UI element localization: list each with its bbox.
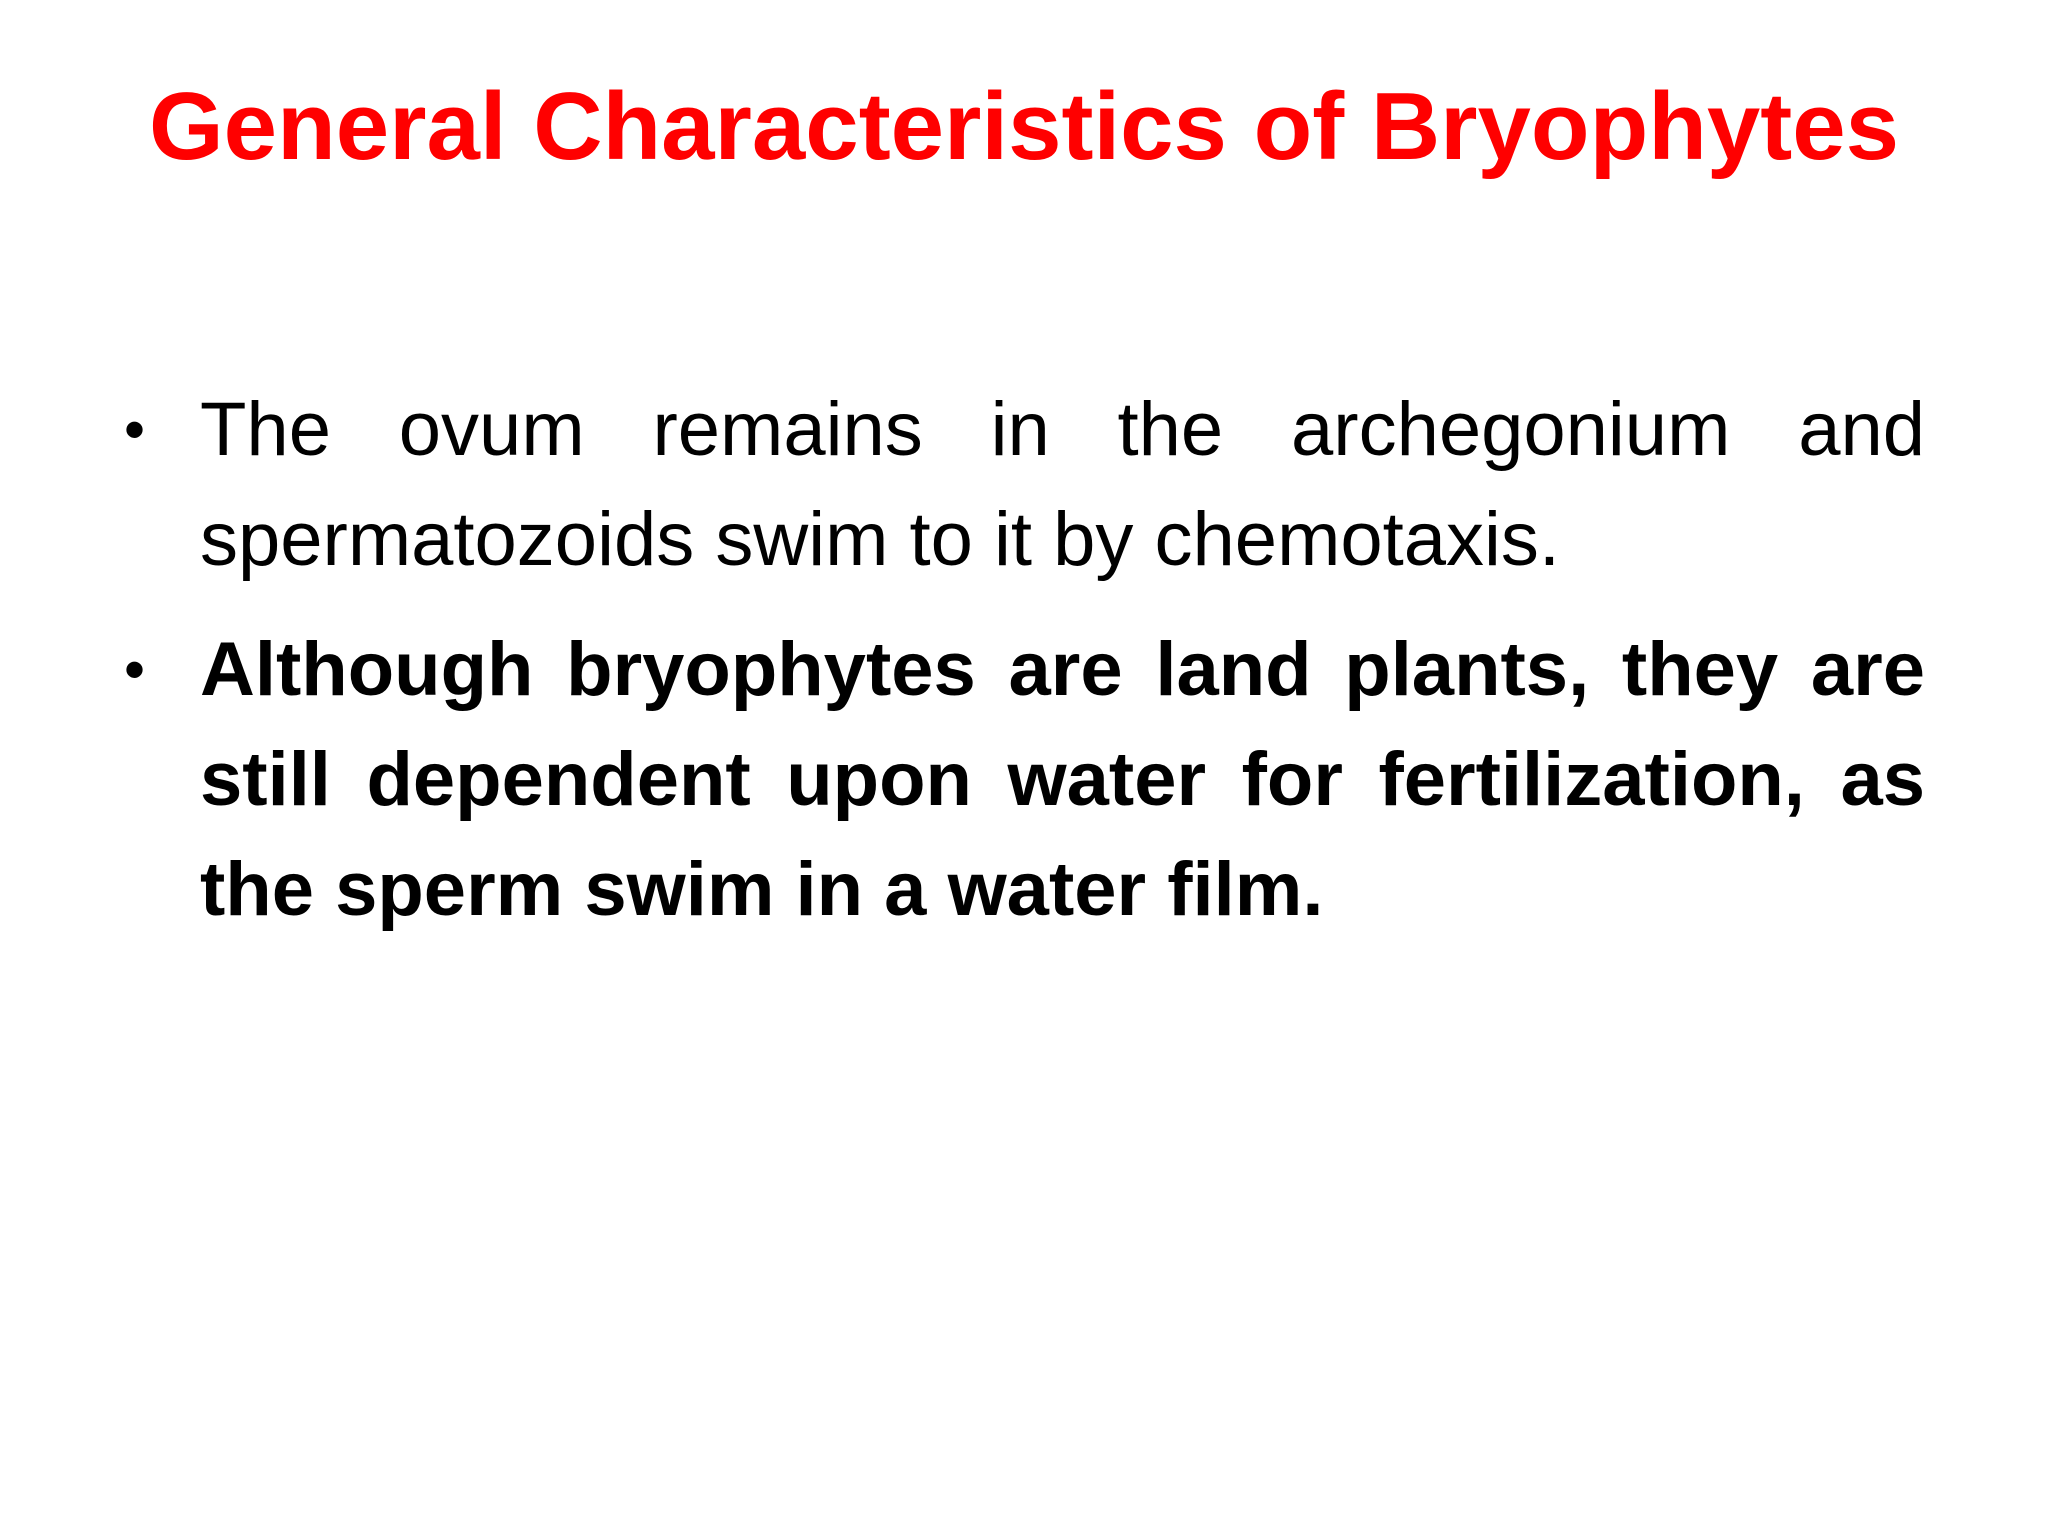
- bullet-item-ovum: [124, 375, 1925, 595]
- bullet-marker-icon: •: [124, 396, 146, 463]
- slide-title: General Characteristics of Bryophytes: [149, 73, 1899, 180]
- bullet-list: [124, 375, 1925, 965]
- bullet-text: The ovum remains in the archegonium and spermatozoids swim to it by chemotaxis.: [200, 387, 1925, 582]
- bullet-text: Although bryophytes are land plants, they are still dependent upon water for fertilization, as the sperm swim in a water film.: [200, 627, 1925, 932]
- bullet-marker-icon: •: [124, 636, 146, 703]
- bullet-item-water-dependence: [124, 615, 1925, 945]
